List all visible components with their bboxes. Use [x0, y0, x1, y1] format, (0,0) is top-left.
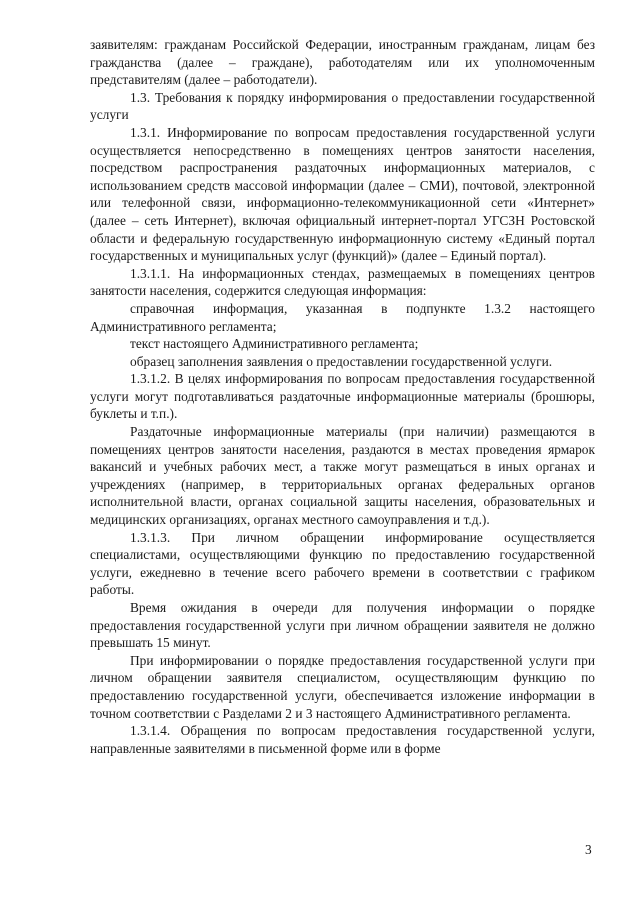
list-item-reference-info: справочная информация, указанная в подпункте 1.3.2 настоящего Административного регламента;: [90, 300, 595, 334]
paragraph-1-3-1-1: 1.3.1.1. На информационных стендах, размещаемых в помещениях центров занятости населения, содержится следующая информация:: [90, 265, 595, 299]
paragraph-1-3-1: 1.3.1. Информирование по вопросам предоставления государственной услуги осуществляется непосредственно в помещениях центров занятости населения, посредством распространения раздаточных информационных материалов, с использованием средств массовой информации (далее – СМИ), почтовой, электронной или телефонной связи, информационно-телекоммуникационной сети «Интернет» (далее – сеть Интернет), включая официальный интернет-портал УГСЗН Ростовской области и федеральную государственную информационную систему «Единый портал государственных и муниципальных услуг (функций)» (далее – Единый портал).: [90, 124, 595, 264]
paragraph-1-3-1-3: 1.3.1.3. При личном обращении информирование осуществляется специалистами, осуществляющими функцию по предоставлению государственной услуги, ежедневно в течение всего рабочего времени в соответствии с графиком работы.: [90, 529, 595, 598]
paragraph-handout-materials: Раздаточные информационные материалы (при наличии) размещаются в помещениях центров занятости населения, раздаются в местах проведения ярмарок вакансий и учебных рабочих мест, а также могут размещаться в иных органах и учреждениях (например, в территориальных органах федеральных органов исполнительной власти, органах социальной защиты населения, образовательных и медицинских организациях, органах местного самоуправления и т.д.).: [90, 424, 595, 528]
list-item-application-sample: образец заполнения заявления о предоставлении государственной услуги.: [130, 353, 553, 369]
section-heading-1-3: 1.3. Требования к порядку информирования о предоставлении государственной услуги: [90, 89, 595, 123]
paragraph-1-3-1-4: 1.3.1.4. Обращения по вопросам предоставления государственной услуги, направленные заявителями в письменной форме или в форме: [90, 723, 595, 756]
paragraph-1-3-1-2: 1.3.1.2. В целях информирования по вопросам предоставления государственной услуги могут подготавливаться раздаточные информационные материалы (брошюры, буклеты и т.п.).: [90, 371, 595, 422]
page-number: 3: [585, 842, 592, 857]
paragraph-applicants-continued: заявителям: гражданам Российской Федерации, иностранным гражданам, лицам без гражданства (далее – граждане), работодателям или их уполномоченным представителям (далее – работодатели).: [90, 37, 595, 88]
paragraph-waiting-time: Время ожидания в очереди для получения информации о порядке предоставления государственной услуги при личном обращении заявителя не должно превышать 15 минут.: [90, 600, 595, 651]
document-body: [90, 36, 595, 757]
list-item-regulation-text: текст настоящего Административного регламента;: [130, 336, 419, 352]
paragraph-personal-informing: При информировании о порядке предоставления государственной услуги при личном обращении заявителя специалистом, осуществляющим функцию по предоставлению государственной услуги, обеспечивается изложение информации в точном соответствии с Разделами 2 и 3 настоящего Административного регламента.: [90, 652, 595, 721]
